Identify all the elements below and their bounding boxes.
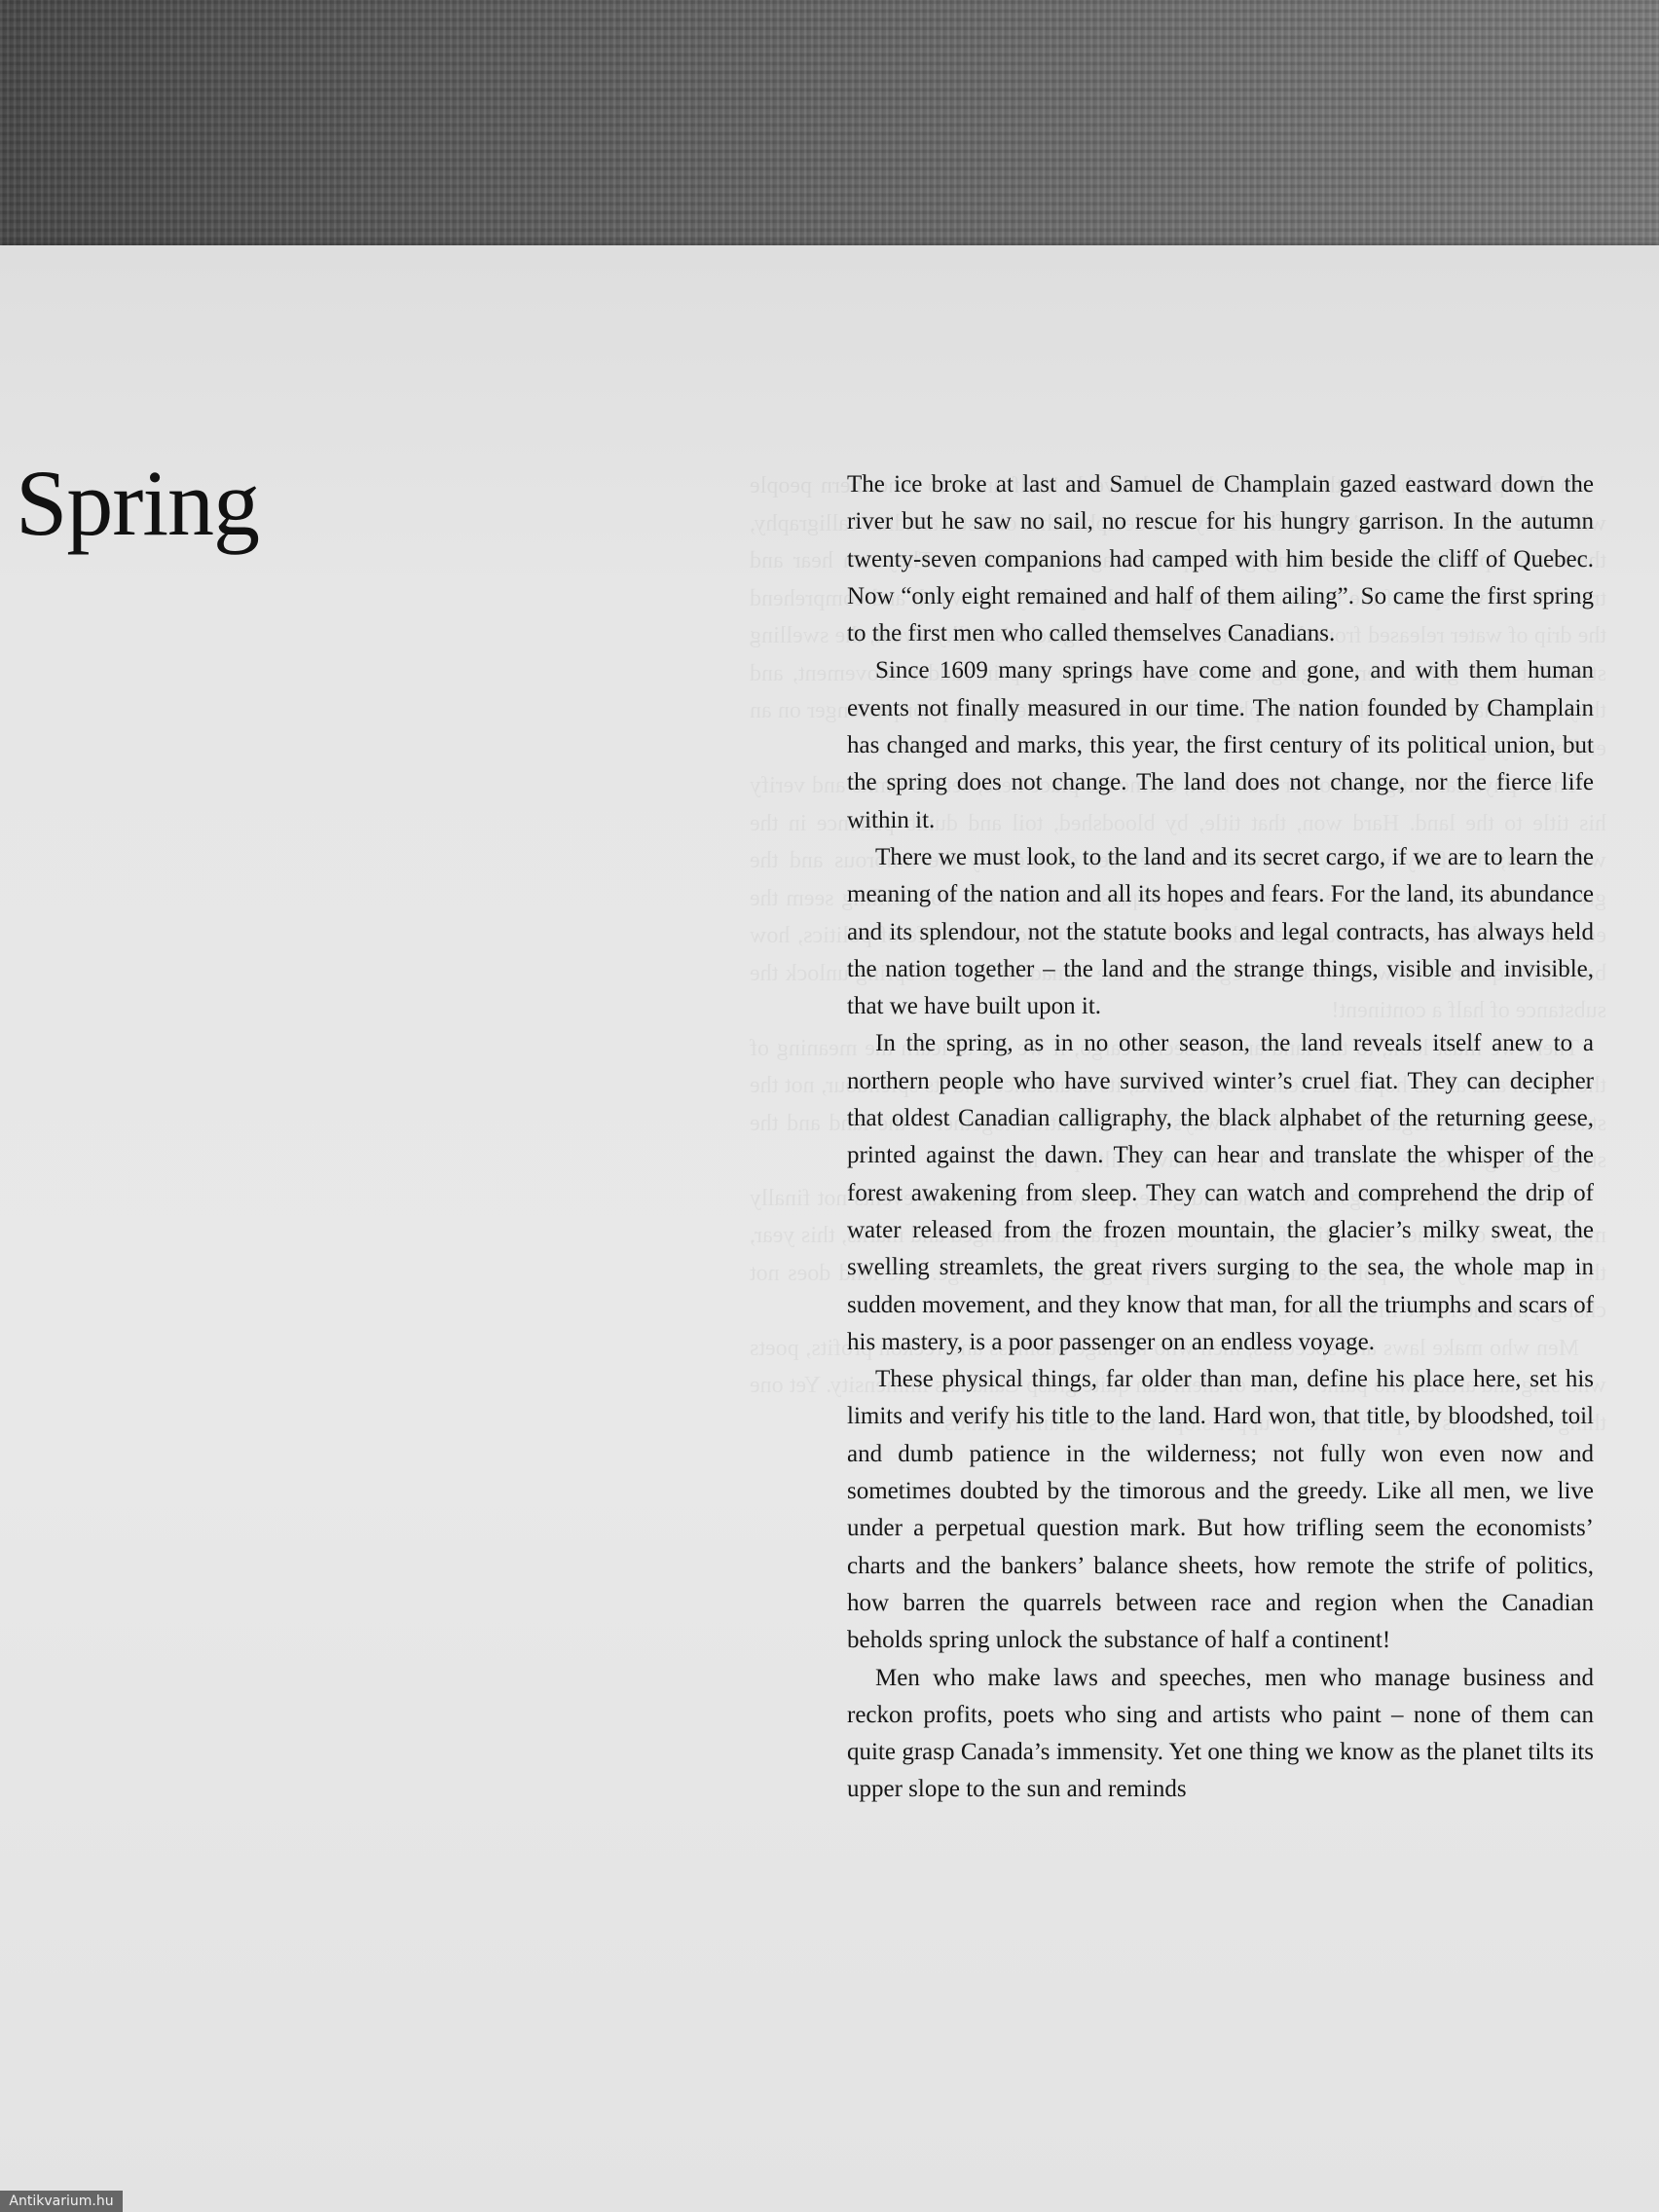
- paragraph-4: In the spring, as in no other season, the land reveals itself anew to a northern people who have survived winter’s cruel fiat. They can decipher that oldest Canadian calligraphy, the black alphabet of the returning geese, printed against the dawn. They can hear and translate the whisper of the forest awakening from sleep. They can watch and comprehend the drip of water released from the frozen mountain, the glacier’s milky sweat, the swelling streamlets, the great rivers surging to the sea, the whole map in sudden movement, and they know that man, for all the triumphs and scars of his mastery, is a poor passenger on an endless voyage.: [847, 1030, 1594, 1355]
- paragraph-3: There we must look, to the land and its secret cargo, if we are to learn the meaning of the nation and all its hopes and fears. For the land, its abundance and its splendour, not the statute books and legal contracts, has always held the nation together – the land and the strange things, visible and invisible, that we have built upon it.: [847, 843, 1594, 1020]
- watermark-label: Antikvarium.hu: [0, 2191, 123, 2212]
- page-title: Spring: [16, 451, 260, 555]
- paragraph-5: These physical things, far older than man, define his place here, set his limits and verify his title to the land. Hard won, that title, by bloodshed, toil and dumb patience in the wilderness; not fully won even now and sometimes doubted by the timorous and the greedy. Like all men, we live under a perpetual question mark. But how trifling seem the economists’ charts and the bankers’ balance sheets, how remote the strife of politics, how barren the quarrels between race and region when the Canadian beholds spring unlock the substance of half a continent!: [847, 1366, 1594, 1654]
- book-page: [0, 245, 1659, 2212]
- background-wood-surface: [0, 0, 1659, 249]
- body-text: [847, 466, 1594, 1809]
- paragraph-1: The ice broke at last and Samuel de Champlain gazed eastward down the river but he saw no sail, no rescue for his hungry garrison. In the autumn twenty-seven companions had camped with him beside the cliff of Quebec. Now “only eight remained and half of them ailing”. So came the first spring to the first men who called themselves Canadians.: [847, 471, 1594, 647]
- paragraph-2: Since 1609 many springs have come and gone, and with them human events not finally measured in our time. The nation founded by Champlain has changed and marks, this year, the first century of its political union, but the spring does not change. The land does not change, nor the fierce life within it.: [847, 657, 1594, 833]
- paragraph-6: Men who make laws and speeches, men who manage business and reckon profits, poets who sing and artists who paint – none of them can quite grasp Canada’s immensity. Yet one thing we know as the planet tilts its upper slope to the sun and reminds: [847, 1664, 1594, 1803]
